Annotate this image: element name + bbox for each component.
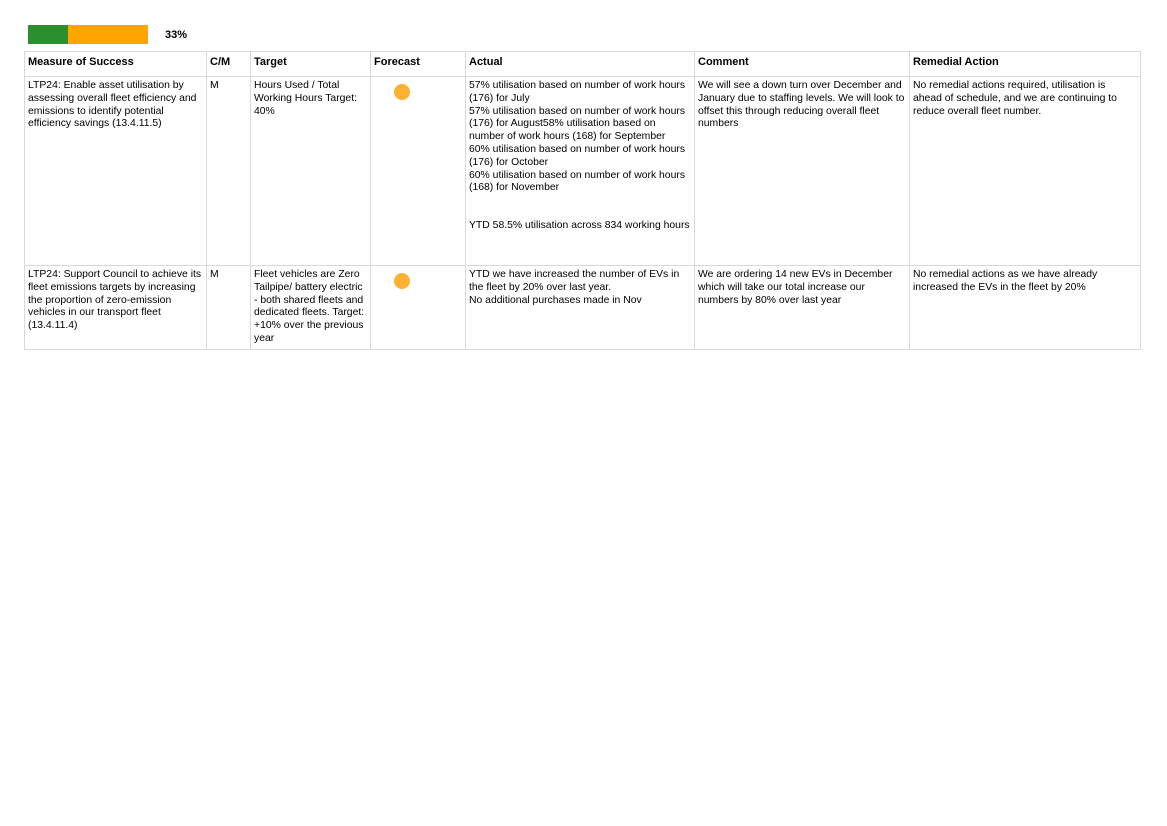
actual-line: YTD 58.5% utilisation across 834 working hours — [469, 220, 690, 232]
performance-table — [24, 51, 1141, 350]
actual-line: 57% utilisation based on number of work hours (176) for July — [469, 80, 686, 104]
header-target: Target — [251, 52, 371, 77]
target-cell: Fleet vehicles are Zero Tailpipe/ battery electric - both shared fleets and dedicated fleets. Target: +10% over the previous year — [251, 266, 371, 350]
actual-cell — [466, 77, 695, 266]
measure-cell: LTP24: Enable asset utilisation by assessing overall fleet efficiency and emissions to identify potential efficiency savings (13.4.11.5) — [25, 77, 207, 266]
progress-bar — [28, 25, 148, 44]
comment-cell: We will see a down turn over December and January due to staffing levels. We will look to offset this through reducing overall fleet numbers — [695, 77, 910, 266]
remedial-cell: No remedial actions as we have already increased the EVs in the fleet by 20% — [910, 266, 1141, 350]
actual-line: No additional purchases made in Nov — [469, 294, 642, 306]
header-remedial-action: Remedial Action — [910, 52, 1141, 77]
progress-bar-complete — [28, 25, 68, 44]
actual-line: YTD we have increased the number of EVs in the fleet by 20% over last year. — [469, 269, 680, 293]
cm-cell: M — [207, 266, 251, 350]
target-cell: Hours Used / Total Working Hours Target: 40% — [251, 77, 371, 266]
spacer — [469, 195, 691, 220]
forecast-cell — [371, 266, 466, 350]
cm-cell: M — [207, 77, 251, 266]
actual-line: 60% utilisation based on number of work hours (168) for November — [469, 169, 686, 194]
measure-cell: LTP24: Support Council to achieve its fleet emissions targets by increasing the proportion of zero-emission vehicles in our transport fleet (13.4.11.4) — [25, 266, 207, 350]
header-forecast: Forecast — [371, 52, 466, 77]
header-cm: C/M — [207, 52, 251, 77]
comment-cell: We are ordering 14 new EVs in December which will take our total increase our numbers by 80% over last year — [695, 266, 910, 350]
header-actual: Actual — [466, 52, 695, 77]
remedial-cell: No remedial actions required, utilisation is ahead of schedule, and we are continuing to reduce overall fleet number. — [910, 77, 1141, 266]
table-header-row — [25, 52, 1141, 77]
header-comment: Comment — [695, 52, 910, 77]
table-row — [25, 77, 1141, 266]
header-measure-of-success: Measure of Success — [25, 52, 207, 77]
forecast-cell — [371, 77, 466, 266]
actual-cell — [466, 266, 695, 350]
progress-bar-remaining — [68, 25, 148, 44]
progress-percent-label: 33% — [165, 29, 188, 41]
forecast-status-dot — [394, 84, 410, 100]
forecast-status-dot — [394, 273, 410, 289]
actual-line: 60% utilisation based on number of work hours (176) for October — [469, 143, 686, 168]
table-row — [25, 266, 1141, 350]
actual-line: 57% utilisation based on number of work hours (176) for August58% utilisation based on number of work hours (168) for September — [469, 105, 686, 143]
